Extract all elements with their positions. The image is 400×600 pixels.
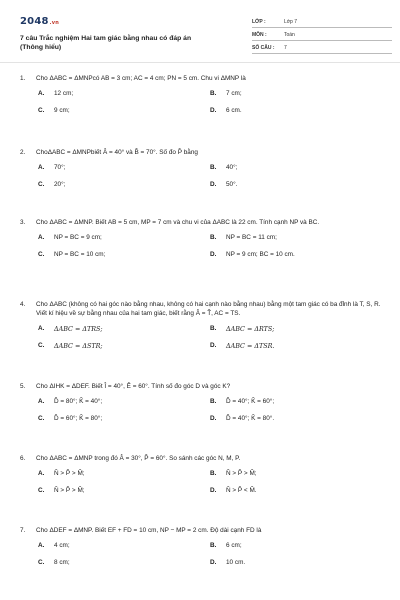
option-text: N̂ > P̂ > M̂; (226, 470, 257, 477)
option-letter: D. (210, 487, 217, 494)
question-2 (20, 148, 382, 218)
option-text: 12 cm; (54, 90, 74, 97)
meta-key: LỚP : (252, 19, 266, 25)
option-b[interactable] (192, 320, 364, 337)
meta-row-class (252, 16, 392, 28)
option-c[interactable] (20, 176, 192, 193)
option-text: ΔABC = ΔTSR. (226, 341, 275, 350)
option-letter: D. (210, 181, 217, 188)
question-5 (20, 382, 382, 454)
meta-value: 7 (284, 45, 287, 51)
question-list (20, 74, 382, 596)
answer-options (20, 159, 382, 193)
question-number: 1. (20, 75, 26, 82)
option-c[interactable] (20, 102, 192, 119)
option-c[interactable] (20, 410, 192, 427)
option-text: 6 cm; (226, 542, 242, 549)
option-letter: C. (38, 342, 45, 349)
option-letter: B. (210, 542, 217, 549)
title-line-2: (Thông hiểu) (20, 44, 62, 51)
question-stem (20, 218, 382, 227)
meta-key: SỐ CÂU : (252, 45, 275, 51)
option-letter: D. (210, 415, 217, 422)
option-text: 7 cm; (226, 90, 242, 97)
document-title (20, 34, 220, 52)
option-b[interactable] (192, 85, 364, 102)
title-line-1: 7 câu Trắc nghiệm Hai tam giác bằng nhau có đáp án (20, 35, 192, 42)
option-text: D̂ = 80°; K̂ = 40°; (54, 398, 103, 405)
option-text: 20°; (54, 181, 66, 188)
answer-options (20, 85, 382, 119)
question-7 (20, 526, 382, 596)
logo-suffix: .vn (49, 20, 59, 26)
answer-options (20, 229, 382, 263)
option-letter: D. (210, 251, 217, 258)
option-a[interactable] (20, 229, 192, 246)
option-c[interactable] (20, 246, 192, 263)
question-6 (20, 454, 382, 526)
option-letter: B. (210, 470, 217, 477)
option-text: D̂ = 60°; K̂ = 80°; (54, 415, 103, 422)
option-b[interactable] (192, 393, 364, 410)
option-text: ΔABC = ΔSTR; (54, 341, 103, 350)
meta-value: Toán (284, 32, 295, 38)
option-letter: B. (210, 90, 217, 97)
question-stem (20, 74, 382, 83)
question-number: 2. (20, 149, 26, 156)
meta-key: MÔN : (252, 32, 267, 38)
option-d[interactable] (192, 176, 364, 193)
question-text: ChoΔABC = ΔMNPbiết Â = 40° và B̂ = 70°. Số đo P̂ bằng (36, 149, 198, 156)
option-letter: A. (38, 470, 45, 477)
meta-row-subject (252, 29, 392, 41)
option-b[interactable] (192, 229, 364, 246)
question-1 (20, 74, 382, 148)
option-text: N̂ > P̂ > M̂; (54, 487, 85, 494)
option-text: 8 cm; (54, 559, 70, 566)
option-letter: B. (210, 398, 217, 405)
option-c[interactable] (20, 337, 192, 354)
question-stem (20, 526, 382, 535)
answer-options (20, 465, 382, 499)
question-number: 5. (20, 383, 26, 390)
option-a[interactable] (20, 85, 192, 102)
option-a[interactable] (20, 537, 192, 554)
option-d[interactable] (192, 482, 364, 499)
option-letter: B. (210, 164, 217, 171)
answer-options (20, 320, 382, 354)
option-text: D̂ = 40°; K̂ = 80°. (226, 415, 275, 422)
question-number: 3. (20, 219, 26, 226)
option-text: 6 cm. (226, 107, 242, 114)
option-text: 40°; (226, 164, 238, 171)
option-text: 9 cm; (54, 107, 70, 114)
question-stem (20, 148, 382, 157)
option-letter: B. (210, 325, 217, 332)
option-text: NP = BC = 9 cm; (54, 234, 102, 241)
option-a[interactable] (20, 465, 192, 482)
question-text: Cho ΔABC (không có hai góc nào bằng nhau, không có hai cạnh nào bằng nhau) bằng một tam giác có ba đỉnh là T, S, R. Viết kí hiệu về sự bằng nhau của hai tam giác, biết rằng Â = T̂, AC = TS. (36, 301, 381, 317)
answer-options (20, 537, 382, 571)
option-letter: A. (38, 542, 45, 549)
option-a[interactable] (20, 159, 192, 176)
question-text: Cho ΔIHK = ΔDEF. Biết Î = 40°, Ê = 60°. Tính số đo góc D và góc K? (36, 383, 231, 390)
option-letter: C. (38, 107, 45, 114)
option-text: 10 cm. (226, 559, 246, 566)
question-number: 7. (20, 527, 26, 534)
option-letter: A. (38, 90, 45, 97)
option-letter: D. (210, 107, 217, 114)
option-letter: A. (38, 164, 45, 171)
option-text: N̂ > P̂ < M̂. (226, 487, 257, 494)
option-b[interactable] (192, 537, 364, 554)
option-a[interactable] (20, 393, 192, 410)
option-text: NP = 9 cm; BC = 10 cm. (226, 251, 295, 258)
option-d[interactable] (192, 554, 364, 571)
meta-row-count (252, 42, 392, 54)
option-letter: D. (210, 559, 217, 566)
question-number: 4. (20, 301, 26, 308)
question-text: Cho ΔABC = ΔMNP. Biết AB = 5 cm, MP = 7 cm và chu vi của ΔABC là 22 cm. Tính cạnh NP và BC. (36, 219, 320, 226)
option-text: ΔABC = ΔTRS; (54, 324, 103, 333)
question-text: Cho ΔDEF = ΔMNP. Biết EF + FD = 10 cm, NP − MP = 2 cm. Độ dài cạnh FD là (36, 527, 262, 534)
option-text: NP = BC = 11 cm; (226, 234, 277, 241)
question-4 (20, 300, 382, 382)
question-text: Cho ΔABC = ΔMNP trong đó Â = 30°, P̂ = 60°. So sánh các góc N, M, P. (36, 455, 241, 462)
question-number: 6. (20, 455, 26, 462)
option-text: 50°. (226, 181, 238, 188)
question-3 (20, 218, 382, 300)
option-text: N̂ > P̂ > M̂; (54, 470, 85, 477)
option-text: 70°; (54, 164, 66, 171)
option-c[interactable] (20, 482, 192, 499)
option-letter: D. (210, 342, 217, 349)
option-text: NP = BC = 10 cm; (54, 251, 106, 258)
option-letter: C. (38, 559, 45, 566)
option-letter: C. (38, 487, 45, 494)
answer-options (20, 393, 382, 427)
option-letter: A. (38, 325, 45, 332)
question-stem (20, 454, 382, 463)
option-letter: C. (38, 415, 45, 422)
option-text: 4 cm; (54, 542, 70, 549)
option-letter: C. (38, 181, 45, 188)
option-letter: A. (38, 234, 45, 241)
option-d[interactable] (192, 337, 364, 354)
question-stem (20, 382, 382, 391)
option-letter: A. (38, 398, 45, 405)
option-b[interactable] (192, 465, 364, 482)
option-c[interactable] (20, 554, 192, 571)
option-letter: C. (38, 251, 45, 258)
site-logo[interactable] (20, 16, 59, 27)
question-text: Cho ΔABC = ΔMNPcó AB = 3 cm; AC = 4 cm; PN = 5 cm. Chu vi ΔMNP là (36, 75, 246, 82)
worksheet-header (14, 14, 386, 60)
option-a[interactable] (20, 320, 192, 337)
meta-value: Lớp 7 (284, 19, 298, 25)
meta-box (252, 16, 392, 55)
question-stem (20, 300, 382, 318)
header-divider (0, 62, 400, 63)
option-d[interactable] (192, 410, 364, 427)
logo-text: 2048 (20, 16, 49, 27)
option-letter: B. (210, 234, 217, 241)
option-b[interactable] (192, 159, 364, 176)
option-text: D̂ = 40°; K̂ = 60°; (226, 398, 275, 405)
option-text: ΔABC = ΔRTS; (226, 324, 275, 333)
option-d[interactable] (192, 246, 364, 263)
option-d[interactable] (192, 102, 364, 119)
